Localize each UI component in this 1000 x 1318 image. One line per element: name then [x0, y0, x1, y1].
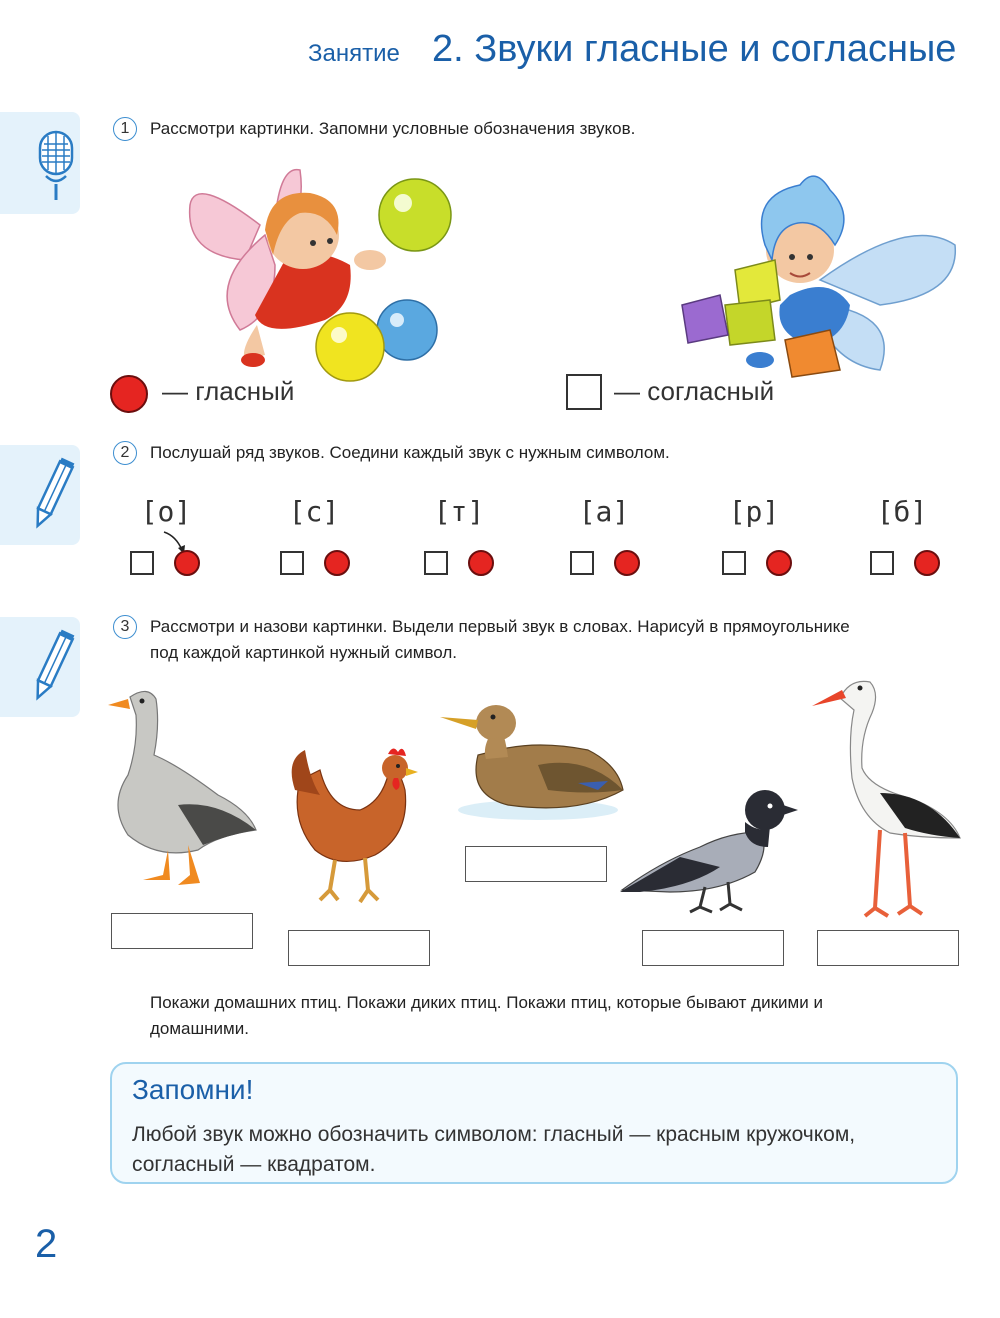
sound-r-circle[interactable] [766, 550, 792, 576]
goose-illustration [108, 685, 258, 890]
answer-box-goose[interactable] [111, 913, 253, 949]
stork-illustration [810, 668, 965, 918]
consonant-symbol [566, 374, 602, 410]
side-tab-task3 [0, 617, 80, 717]
footer-task-line2: домашними. [150, 1019, 249, 1038]
sound-t-circle[interactable] [468, 550, 494, 576]
sound-o-square[interactable] [130, 551, 154, 575]
sound-a-circle[interactable] [614, 550, 640, 576]
task-1-text: Рассмотри картинки. Запомни условные обозначения звуков. [150, 119, 636, 138]
answer-box-duck[interactable] [465, 846, 607, 882]
sound-b-square[interactable] [870, 551, 894, 575]
remember-line2: согласный — квадратом. [132, 1153, 376, 1176]
page-number: 2 [35, 1222, 58, 1266]
page-title: 2. Звуки гласные и согласные [432, 28, 957, 70]
footer-task-line1: Покажи домашних птиц. Покажи диких птиц. Покажи птиц, которые бывают дикими и [150, 993, 823, 1012]
remember-line1: Любой звук можно обозначить символом: гласный — красным кружочком, [132, 1123, 856, 1146]
task-3-text-line2: под каждой картинкой нужный символ. [150, 643, 458, 662]
sound-s-circle[interactable] [324, 550, 350, 576]
sound-o-circle[interactable] [174, 550, 200, 576]
sound-o: [о] [140, 495, 192, 528]
task-number-1: 1 [113, 117, 137, 141]
consonant-legend-label: — согласный [614, 376, 775, 406]
pencil-icon [32, 457, 72, 533]
fairy-girl-with-balls-illustration [185, 165, 455, 385]
side-tab-task2 [0, 445, 80, 545]
fairy-boy-with-cubes-illustration [680, 165, 960, 380]
sound-b-circle[interactable] [914, 550, 940, 576]
vowel-legend-label: — гласный [162, 376, 295, 406]
answer-box-crow[interactable] [642, 930, 784, 966]
sound-a-square[interactable] [570, 551, 594, 575]
answer-box-stork[interactable] [817, 930, 959, 966]
sound-s: [с] [288, 495, 340, 528]
task-number-3: 3 [113, 615, 137, 639]
task-number-2: 2 [113, 441, 137, 465]
lesson-word: Занятие [308, 40, 400, 67]
sound-r: [р] [728, 495, 780, 528]
duck-illustration [438, 695, 633, 825]
sound-r-square[interactable] [722, 551, 746, 575]
pencil-icon [32, 629, 72, 705]
hen-illustration [290, 740, 420, 910]
remember-box [110, 1062, 958, 1184]
microphone-icon [34, 130, 78, 202]
answer-box-hen[interactable] [288, 930, 430, 966]
task-2-text: Послушай ряд звуков. Соедини каждый звук с нужным символом. [150, 443, 670, 462]
crow-illustration [620, 792, 800, 917]
vowel-symbol [110, 375, 148, 413]
sound-t: [т] [433, 495, 485, 528]
sound-a: [а] [578, 495, 630, 528]
remember-title: Запомни! [132, 1074, 254, 1105]
task-3-text-line1: Рассмотри и назови картинки. Выдели первый звук в словах. Нарисуй в прямоугольнике [150, 617, 850, 636]
sound-b: [б] [876, 495, 928, 528]
sound-t-square[interactable] [424, 551, 448, 575]
sound-s-square[interactable] [280, 551, 304, 575]
side-tab-task1 [0, 112, 80, 214]
